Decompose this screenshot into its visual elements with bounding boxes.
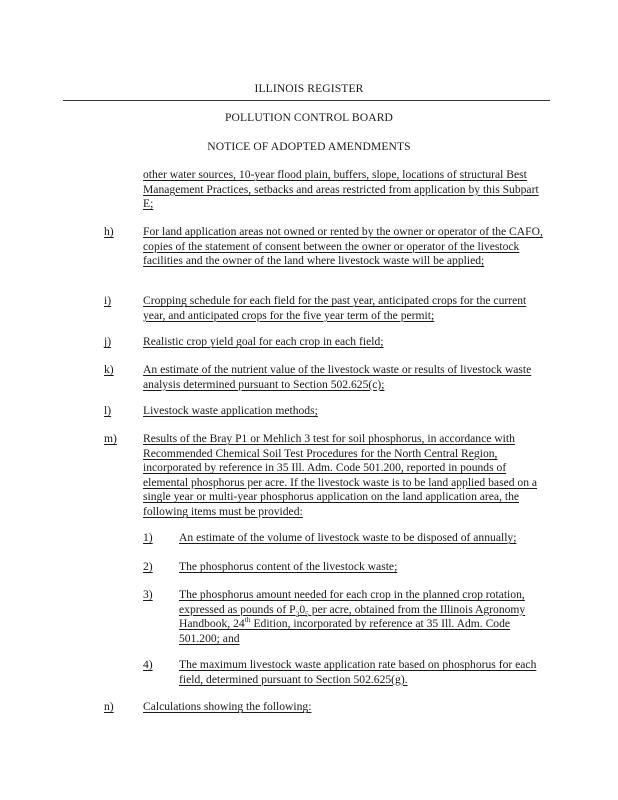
- subitem-label-1: 1): [143, 531, 153, 544]
- subitem-label-2: 2): [143, 560, 153, 573]
- subitem-label-4: 4): [143, 658, 153, 671]
- header-rule: [63, 100, 550, 101]
- subitem-text-1: An estimate of the volume of livestock waste to be disposed of annually;: [179, 531, 517, 544]
- item-text-i: Cropping schedule for each field for the past year, anticipated crops for the current year, and anticipated crops for the five year term of the permit;: [143, 294, 527, 322]
- item-text-k: An estimate of the nutrient value of the livestock waste or results of livestock waste analysis determined pursuant to Section 502.625(c);: [143, 363, 532, 391]
- item-label-h: h): [104, 225, 114, 238]
- item-text-m: Results of the Bray P1 or Mehlich 3 test for soil phosphorus, in accordance with Recommended Chemical Soil Test Procedures for the North Central Region, incorporated by reference in 35 Ill. Adm. Code 501.200, reported in pounds of elemental phosphorus per acre. If the livestock waste is to be land applied based on a single year or multi-year phosphorus application on the land application area, the following items must be provided:: [143, 432, 538, 518]
- board-title: POLLUTION CONTROL BOARD: [224, 111, 394, 124]
- register-title: ILLINOIS REGISTER: [254, 82, 364, 95]
- item-text-n: Calculations showing the following:: [143, 700, 312, 713]
- subitem-text-4: The maximum livestock waste application rate based on phosphorus for each field, determined pursuant to Section 502.625(g).: [179, 658, 537, 686]
- item-text-l: Livestock waste application methods;: [143, 404, 318, 417]
- item-label-l: l): [104, 404, 112, 417]
- item-label-i: i): [104, 294, 112, 307]
- item-label-j: j): [104, 335, 112, 348]
- notice-title: NOTICE OF ADOPTED AMENDMENTS: [207, 140, 411, 153]
- item-text-j: Realistic crop yield goal for each crop in each field;: [143, 335, 384, 348]
- subitem-text-3: The phosphorus amount needed for each crop in the planned crop rotation, expressed as pounds of $P_20_5$ per acre, obtained from the Illinois Agronomy Handbook, 24th Edition, incorporated by reference at 35 Ill. Adm. Code 501.200; and: [179, 588, 526, 645]
- item-text-h: For land application areas not owned or rented by the owner or operator of the CAFO, copies of the statement of consent between the owner or operator of the livestock facilities and the owner of the land where livestock waste will be applied;: [143, 225, 543, 268]
- continuation-paragraph: other water sources, 10-year flood plain, buffers, slope, locations of structural Best Management Practices, setbacks and areas restricted from application by this Subpart E;: [143, 168, 539, 211]
- subitem-label-3: 3): [143, 588, 153, 601]
- item-label-n: n): [104, 700, 114, 713]
- item-label-k: k): [104, 363, 114, 376]
- item-label-m: m): [104, 432, 117, 445]
- subitem-text-2: The phosphorus content of the livestock waste;: [179, 560, 398, 573]
